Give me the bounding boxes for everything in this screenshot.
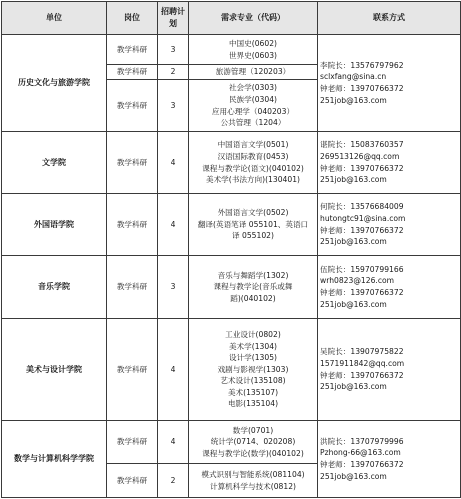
table-row: [2, 35, 461, 65]
contact-line: 洪院长：13707979996: [320, 436, 404, 446]
unit-cell: 音乐学院: [2, 256, 107, 319]
plan-cell: 3: [158, 80, 189, 132]
position-cell: 教学科研: [107, 421, 158, 464]
contact-line: 吴院长：13907975822: [320, 347, 404, 357]
contact-cell: [318, 132, 461, 194]
table-header-row: [2, 2, 461, 35]
contact-line: 251job@163.com: [320, 95, 387, 105]
major-line: 统计学(0714、020208): [210, 437, 296, 447]
contact-line: 李院长：13576797962: [320, 60, 404, 70]
major-line: 民族学(0304): [228, 94, 278, 104]
major-cell: [189, 421, 318, 464]
major-line: 汉语国际教育(0453): [217, 151, 289, 161]
major-line: 世界史(0603): [228, 50, 278, 60]
contact-cell: [318, 421, 461, 498]
plan-cell: 3: [158, 256, 189, 319]
contact-line: 钟老师：13970766372: [320, 460, 404, 469]
position-cell: 教学科研: [107, 132, 158, 194]
major-line: 课程与教学论(音乐或舞: [213, 282, 293, 292]
contact-line: 251job@163.com: [320, 471, 387, 481]
position-cell: 教学科研: [107, 194, 158, 256]
major-line: 蹈)(040102): [230, 293, 276, 303]
contact-line: sclxfang@sina.cn: [320, 72, 387, 82]
plan-cell: 2: [158, 65, 189, 80]
contact-line: 251job@163.com: [320, 237, 387, 247]
major-cell: [189, 319, 318, 421]
major-line: 翻译(英语笔译 055101、英语口: [197, 219, 309, 229]
major-cell: [189, 132, 318, 194]
major-line: 中国史(0602): [228, 38, 278, 48]
major-line: 公共管理（1204）: [220, 118, 286, 128]
major-line: 课程与教学论(语文)(040102): [202, 163, 304, 173]
major-line: 美术学(1304): [228, 341, 278, 351]
contact-line: Pzhong-66@163.com: [320, 448, 401, 458]
major-line: 数学(0701): [232, 425, 274, 435]
header-major: 需求专业（代码）: [189, 2, 318, 35]
header-contact: 联系方式: [318, 2, 461, 35]
plan-cell: 4: [158, 421, 189, 464]
contact-line: wrh0823@126.com: [320, 276, 395, 286]
contact-cell: [318, 35, 461, 132]
major-cell: [189, 194, 318, 256]
major-line: 模式识别与智能系统(081104): [201, 469, 305, 479]
contact-cell: [318, 194, 461, 256]
contact-cell: [318, 319, 461, 421]
major-line: 设计学(1305): [228, 353, 278, 363]
table-row: [2, 132, 461, 194]
major-line: 电影(135104): [227, 399, 279, 409]
major-line: 艺术设计(135108): [220, 376, 286, 386]
contact-line: 251job@163.com: [320, 382, 387, 392]
major-line: 中国语言文学(0501): [217, 140, 289, 150]
plan-cell: 4: [158, 132, 189, 194]
contact-line: 251job@163.com: [320, 175, 387, 185]
major-line: 音乐与舞蹈学(1302): [217, 270, 289, 280]
contact-line: 251job@163.com: [320, 299, 387, 309]
major-line: 计算机科学与技术(0812): [210, 481, 296, 491]
plan-cell: 4: [158, 194, 189, 256]
table-row: [2, 421, 461, 464]
contact-line: 钟老师：13970766372: [320, 370, 404, 380]
table-row: [2, 194, 461, 256]
plan-cell: 4: [158, 319, 189, 421]
major-line: 课程与教学论(数学)(040102): [202, 448, 304, 458]
major-line: 美术(135107): [227, 387, 279, 397]
major-line: 旅游管理（120203）: [215, 67, 291, 77]
contact-line: 何院长：13576684009: [320, 202, 404, 212]
position-cell: 教学科研: [107, 35, 158, 65]
major-line: 戏剧与影视学(1303): [217, 364, 289, 374]
unit-cell: 数学与计算机科学学院: [2, 421, 107, 498]
contact-line: 1571911842@qq.com: [320, 358, 405, 368]
position-cell: 教学科研: [107, 464, 158, 498]
contact-cell: [318, 256, 461, 319]
major-cell: [189, 80, 318, 132]
header-unit: 单位: [2, 2, 107, 35]
major-line: 美术学(书法方向)(130401): [206, 175, 300, 185]
header-plan-line-2: 划: [169, 19, 177, 28]
contact-line: hutongtc91@sina.com: [320, 213, 406, 223]
unit-cell: 历史文化与旅游学院: [2, 35, 107, 132]
major-line: 外国语言文学(0502): [217, 208, 289, 218]
major-cell: [189, 464, 318, 498]
contact-line: 269513126@qq.com: [320, 151, 400, 161]
major-line: 工业设计(0802): [225, 329, 281, 339]
contact-line: 钟老师：13970766372: [320, 288, 404, 297]
contact-line: 谌院长：15083760357: [320, 140, 404, 150]
position-cell: 教学科研: [107, 65, 158, 80]
unit-cell: 美术与设计学院: [2, 319, 107, 421]
major-line: 译 055102): [232, 231, 274, 241]
plan-cell: 2: [158, 464, 189, 498]
recruitment-table: [1, 1, 461, 498]
position-cell: 教学科研: [107, 256, 158, 319]
header-plan-line-1: 招聘计: [161, 7, 185, 16]
plan-cell: 3: [158, 35, 189, 65]
contact-line: 伍院长：15970799166: [320, 264, 404, 274]
header-position: 岗位: [107, 2, 158, 35]
table-row: [2, 256, 461, 319]
major-line: 应用心理学（040203）: [211, 106, 295, 116]
unit-cell: 外国语学院: [2, 194, 107, 256]
position-cell: 教学科研: [107, 319, 158, 421]
position-cell: 教学科研: [107, 80, 158, 132]
contact-line: 钟老师：13970766372: [320, 163, 404, 173]
unit-cell: 文学院: [2, 132, 107, 194]
contact-line: 钟老师：13970766372: [320, 84, 404, 93]
table-row: [2, 319, 461, 421]
major-cell: [189, 65, 318, 80]
major-line: 社会学(0303): [228, 83, 278, 93]
major-cell: [189, 35, 318, 65]
header-plan: [158, 2, 189, 35]
major-cell: [189, 256, 318, 319]
contact-line: 钟老师：13970766372: [320, 225, 404, 235]
